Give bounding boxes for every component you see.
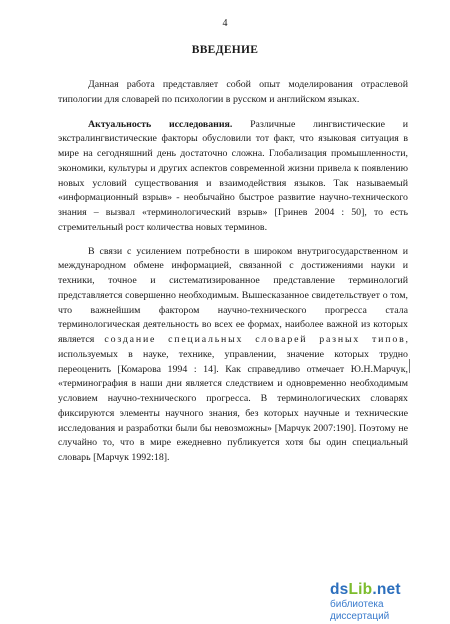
paragraph-intro: Данная работа представляет собой опыт моделирования отраслевой типологии для словарей по психологии в русском и английском языках. — [58, 79, 408, 105]
context-text-start: В связи с усилением потребности в широком внутригосударственном и международном обмене информацией, связанной с достижениями науки и техники, точное и систематизированное представление терминологий представляется совершенно необходимым. Вышесказанное свидетельствует о том, что важнейшим фактором научно-технического прогресса стала терминологическая деятельность во всех ее формах, наиболее важной из которых является — [58, 245, 408, 345]
context-text-end: , используемых в науке, технике, управлении, значение которых трудно переоценить [Комарова 1994 : 14]. Как справедливо отмечает Ю.Н.Марчук, «терминография в наши дни является следствием и одновременно необходимым условием научно-технического прогресса. В терминологических словарях фиксируются элементы научного знания, без которых научные и технические исследования и разработки были бы невозможны» [Марчук 2007:190]. Поэтому не случайно то, что в мире ежедневно публикуется хотя бы один специальный словарь [Марчук 1992:18]. — [58, 334, 408, 463]
body-text — [58, 78, 408, 466]
watermark-caption: библиотека диссертаций — [330, 599, 390, 622]
context-emphasis: создание специальных словарей разных типов — [104, 334, 406, 345]
relevance-text: Различные лингвистические и экстралингвистические факторы обусловили тот факт, что языковая ситуация в мире на сегодняшний день достаточно сложна. Глобализация промышленности, экономики, культуры и других аспектов современной жизни привела к появлению новых условий существования и взаимодействия языков. Так называемый «информационный взрыв» - необычайно быстрое развитие научно-технического знания – вызвал «терминологический взрыв» [Гринев 2004 : 50], то есть стремительный рост количества новых терминов. — [58, 118, 408, 233]
margin-mark — [409, 359, 410, 373]
page-number: 4 — [222, 18, 228, 29]
relevance-lead: Актуальность исследования. — [88, 118, 233, 130]
watermark-site-ds: ds — [330, 581, 349, 598]
watermark-site — [330, 581, 442, 599]
paragraph-context — [58, 245, 408, 466]
watermark-site-net: .net — [372, 581, 401, 598]
section-heading: ВВЕДЕНИЕ — [191, 44, 259, 56]
paragraph-relevance — [58, 118, 408, 236]
watermark-logo — [330, 581, 442, 623]
watermark-site-lib: Lib — [348, 581, 373, 598]
